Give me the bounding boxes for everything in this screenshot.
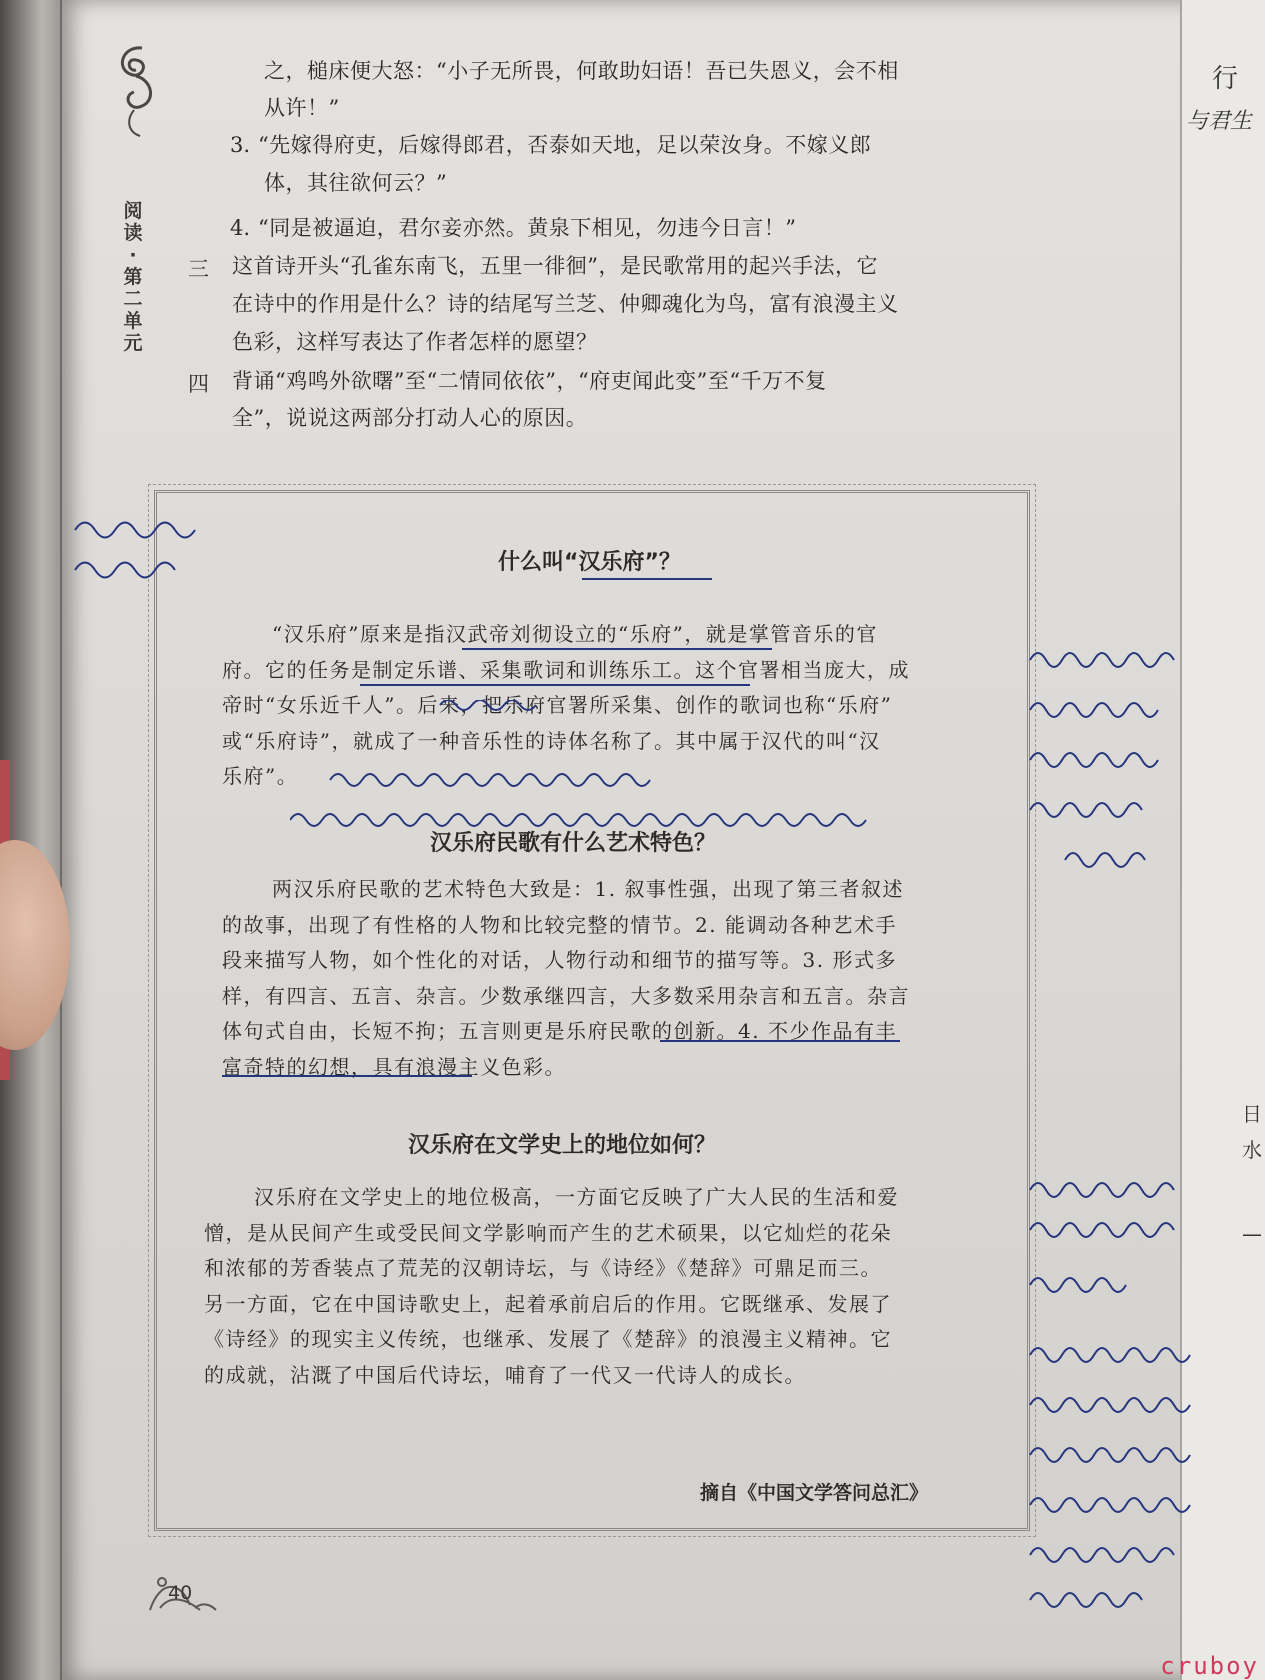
paragraph-line: 乐府”。: [222, 764, 299, 788]
paragraph-line: 体句式自由，长短不拘；五言则更是乐府民歌的创新。4. 不少作品有丰: [222, 1019, 897, 1043]
paragraph-line: 段来描写人物，如个性化的对话，人物行动和细节的描写等。3. 形式多: [222, 948, 897, 972]
section-4-number: 四: [188, 372, 209, 396]
paragraph-line: 汉乐府在文学史上的地位极高，一方面它反映了广大人民的生活和爱: [254, 1185, 899, 1209]
next-page-text-5: —: [1242, 1222, 1262, 1246]
ink-underline: [222, 1075, 472, 1077]
paragraph-line: “汉乐府”原来是指汉武帝刘彻设立的“乐府”，就是掌管音乐的官: [272, 622, 878, 646]
next-page-text-3: 日: [1242, 1102, 1262, 1126]
next-page-text-1: 行: [1212, 64, 1239, 94]
paragraph-line: 的成就，沾溉了中国后代诗坛，哺育了一代又一代诗人的成长。: [204, 1362, 806, 1387]
paragraph-line: 憎，是从民间产生或受民间文学影响而产生的艺术硕果，以它灿烂的花朵: [204, 1220, 892, 1245]
section-3-line-1: 这首诗开头“孔雀东南飞，五里一徘徊”，是民歌常用的起兴手法，它: [232, 254, 878, 278]
box-heading-3: 汉乐府在文学史上的地位如何？: [408, 1133, 717, 1158]
question-2-line-2: 从许！”: [264, 96, 340, 120]
paragraph-line: 另一方面，它在中国诗歌史上，起着承前启后的作用。它既继承、发展了: [204, 1291, 892, 1316]
source-citation: 摘自《中国文学答问总汇》: [700, 1482, 929, 1504]
paragraph-line: 和浓郁的芳香装点了荒芜的汉朝诗坛，与《诗经》《楚辞》可鼎足而三。: [204, 1256, 882, 1280]
paragraph-line: 府。它的任务是制定乐谱、采集歌词和训练乐工。这个官署相当庞大，成: [222, 657, 910, 682]
side-label-char: 单: [123, 310, 143, 332]
box-heading-1: 什么叫“汉乐府”？: [498, 550, 681, 575]
paragraph-line: 两汉乐府民歌的艺术特色大致是：1. 叙事性强，出现了第三者叙述: [272, 877, 904, 901]
side-label-char: 读: [123, 222, 143, 244]
side-label-char: 二: [123, 288, 143, 310]
section-4-line-2: 全”，说说这两部分打动人心的原因。: [232, 406, 588, 430]
ink-underline: [660, 1040, 900, 1042]
unit-side-label: [120, 200, 146, 354]
question-4-number: 4.: [230, 216, 251, 240]
section-4-line-1: 背诵“鸡鸣外欲曙”至“二情同依依”，“府吏闻此变”至“千万不复: [232, 369, 827, 393]
ink-underline: [462, 648, 772, 650]
side-label-char: 第: [123, 266, 143, 288]
ink-underline: [360, 684, 750, 686]
handwriting-scribble: [1025, 640, 1195, 870]
section-3-number: 三: [188, 257, 209, 281]
next-page-text-4: 水: [1242, 1138, 1262, 1162]
question-4-line-1: “同是被逼迫，君尔妾亦然。黄泉下相见，勿违今日言！”: [258, 216, 797, 240]
handwriting-scribble: [1025, 1170, 1215, 1610]
box-heading-2: 汉乐府民歌有什么艺术特色？: [430, 831, 717, 856]
section-3-line-2: 在诗中的作用是什么？诗的结尾写兰芝、仲卿魂化为鸟，富有浪漫主义: [232, 292, 899, 316]
paragraph-line: 富奇特的幻想，具有浪漫主义色彩。: [222, 1054, 566, 1079]
section-3-line-3: 色彩，这样写表达了作者怎样的愿望？: [232, 330, 598, 354]
side-label-char: ·: [129, 244, 137, 266]
paragraph-line: 《诗经》的现实主义传统，也继承、发展了《楚辞》的浪漫主义精神。它: [204, 1327, 892, 1351]
side-label-char: 元: [123, 332, 143, 354]
side-label-char: 阅: [123, 200, 143, 222]
question-3-line-2: 体，其往欲何云？”: [264, 171, 448, 195]
page-number: 40: [168, 1582, 193, 1604]
handwriting-scribble: [290, 700, 990, 830]
box-paragraph-3: [204, 1180, 899, 1393]
ink-underline: [582, 578, 712, 580]
handwriting-scribble: [70, 510, 210, 600]
paragraph-line: 帝时“女乐近千人”。后来，把乐府官署所采集、创作的歌词也称“乐府”: [222, 693, 893, 717]
question-2-line-1: 之，槌床便大怒：“小子无所畏，何敢助妇语！吾已失恩义，会不相: [264, 59, 899, 83]
paragraph-line: 样，有四言、五言、杂言。少数承继四言，大多数采用杂言和五言。杂言: [222, 983, 910, 1008]
paragraph-line: 的故事，出现了有性格的人物和比较完整的情节。2. 能调动各种艺术手: [222, 912, 897, 937]
question-3-number: 3.: [230, 133, 251, 157]
next-page-text-2: 与君生: [1186, 109, 1253, 134]
question-3-line-1: “先嫁得府吏，后嫁得郎君，否泰如天地，足以荣汝身。不嫁义郎: [258, 133, 872, 157]
header-ornament-icon: [112, 40, 160, 140]
box-paragraph-2: [222, 872, 910, 1085]
watermark: cruboy: [1160, 1652, 1259, 1680]
paragraph-line: 或“乐府诗”，就成了一种音乐性的诗体名称了。其中属于汉代的叫“汉: [222, 728, 881, 753]
